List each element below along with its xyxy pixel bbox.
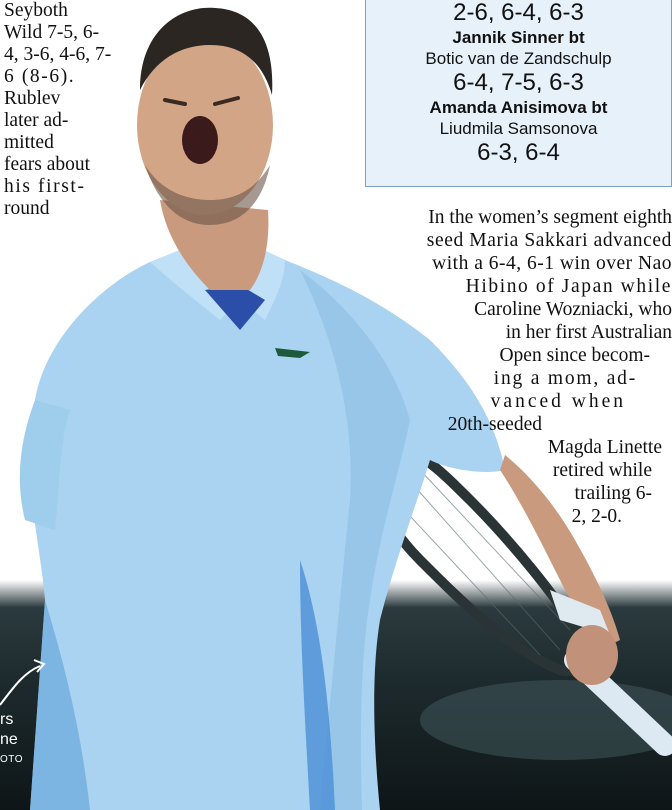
left-column-text <box>4 0 116 220</box>
match-winner: Amanda Anisimova bt <box>429 98 608 117</box>
top-score: 2-6, 6-4, 6-3 <box>453 0 584 26</box>
results-box <box>365 0 672 187</box>
body-line: seed Maria Sakkari advanced <box>426 230 672 251</box>
left-line: round <box>4 198 50 219</box>
left-line: Seyboth <box>4 0 68 21</box>
caption-line: rs <box>0 711 14 728</box>
photo-credit: OTO <box>0 754 23 765</box>
caption-arrow-icon <box>0 650 60 710</box>
body-line: Magda Linette <box>547 437 662 458</box>
body-line: In the women’s segment eighth <box>428 207 672 228</box>
body-line: trailing 6- <box>574 483 652 504</box>
body-line: in her first Australian <box>505 322 672 343</box>
photo-caption <box>0 710 60 770</box>
left-line: Wild 7-5, 6- <box>4 22 100 43</box>
left-line: mitted <box>4 132 54 153</box>
body-line: Open since becom- <box>499 345 650 366</box>
left-line: his first- <box>4 176 86 197</box>
body-line: 2, 2-0. <box>571 506 622 527</box>
left-line: Rublev <box>4 88 61 109</box>
match-loser: Liudmila Samsonova <box>439 119 598 138</box>
left-line: 6 (8-6). <box>4 66 76 87</box>
body-line: retired while <box>552 460 652 481</box>
match-score: 6-4, 7-5, 6-3 <box>453 69 584 96</box>
match-loser: Botic van de Zandschulp <box>425 49 612 68</box>
match-score: 6-3, 6-4 <box>477 139 560 166</box>
body-line: ing a mom, ad- <box>493 368 637 389</box>
body-line: Hibino of Japan while <box>465 276 672 297</box>
left-line: later ad- <box>4 110 69 131</box>
caption-line: ne <box>0 731 18 748</box>
body-line: with a 6-4, 6-1 win over Nao <box>432 253 672 274</box>
match-winner: Jannik Sinner bt <box>452 28 585 47</box>
left-line: fears about <box>4 154 91 175</box>
article-body-right <box>332 206 672 528</box>
body-line: vanced when <box>490 391 626 412</box>
left-line: 4, 3-6, 4-6, 7- <box>4 44 112 65</box>
body-line: 20th-seeded <box>447 414 542 435</box>
body-line: Caroline Wozniacki, who <box>474 299 672 320</box>
